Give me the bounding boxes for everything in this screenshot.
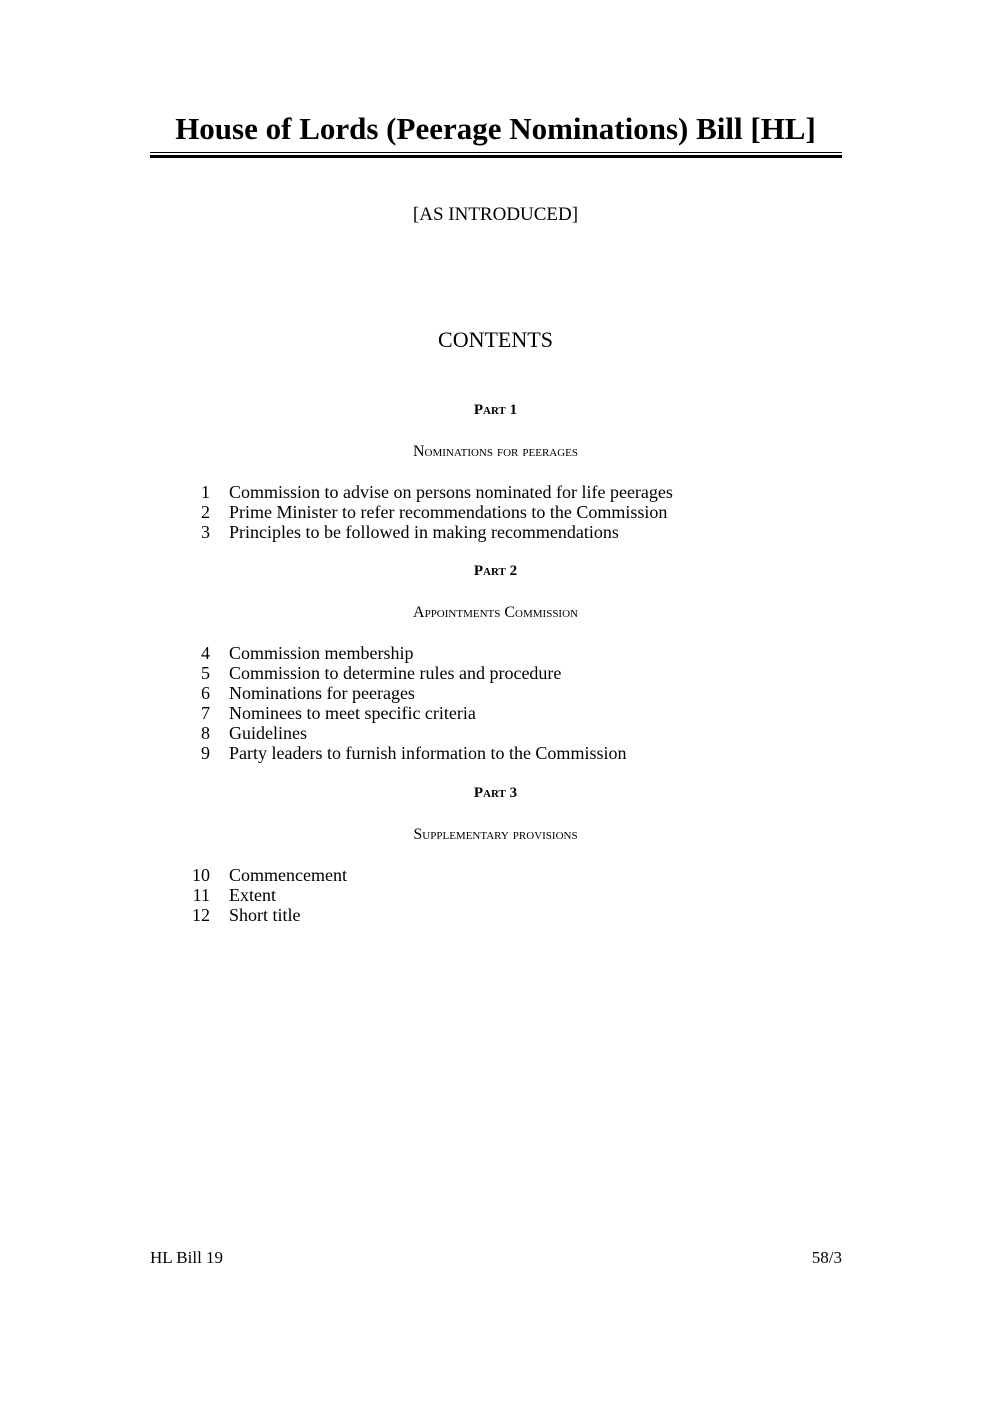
clause-title: Commission to determine rules and procedure xyxy=(229,663,562,683)
clause-title: Commission to advise on persons nominated for life peerages xyxy=(229,482,673,502)
title-rule-thin xyxy=(150,152,842,153)
part-label: Part 1 xyxy=(473,402,518,418)
clause-title: Principles to be followed in making recommendations xyxy=(229,522,619,542)
bill-title: House of Lords (Peerage Nominations) Bill [HL] xyxy=(175,111,816,146)
clause-number: 11 xyxy=(192,885,210,905)
bill-number: HL Bill 19 xyxy=(150,1248,224,1267)
clause-number: 3 xyxy=(201,522,210,542)
clause-number: 6 xyxy=(201,683,210,703)
clause-title: Commencement xyxy=(229,865,347,885)
clause-title: Extent xyxy=(229,885,276,905)
part-label: Part 2 xyxy=(473,563,518,579)
clause-title: Nominees to meet specific criteria xyxy=(229,703,476,723)
bill-status: [AS INTRODUCED] xyxy=(412,204,579,225)
clause-title: Nominations for peerages xyxy=(229,683,415,703)
clause-number: 10 xyxy=(192,865,210,885)
clause-title: Prime Minister to refer recommendations to the Commission xyxy=(229,502,668,522)
clause-title: Party leaders to furnish information to the Commission xyxy=(229,743,627,763)
bill-reference: 58/3 xyxy=(811,1248,842,1267)
clause-number: 1 xyxy=(201,482,210,502)
clause-title: Guidelines xyxy=(229,723,307,743)
clause-number: 12 xyxy=(192,905,210,925)
title-rule-thick xyxy=(150,155,842,158)
clause-number: 7 xyxy=(201,703,210,723)
clause-number: 5 xyxy=(201,663,210,683)
clause-title: Commission membership xyxy=(229,643,414,663)
part-heading: Supplementary provisions xyxy=(413,826,578,843)
part-heading: Appointments Commission xyxy=(413,604,578,621)
clause-number: 9 xyxy=(201,743,210,763)
clause-title: Short title xyxy=(229,905,301,925)
contents-heading: CONTENTS xyxy=(438,327,553,352)
part-heading: Nominations for peerages xyxy=(412,443,578,460)
part-label: Part 3 xyxy=(473,785,518,801)
clause-number: 2 xyxy=(201,502,210,522)
clause-number: 8 xyxy=(201,723,210,743)
clause-number: 4 xyxy=(201,643,210,663)
